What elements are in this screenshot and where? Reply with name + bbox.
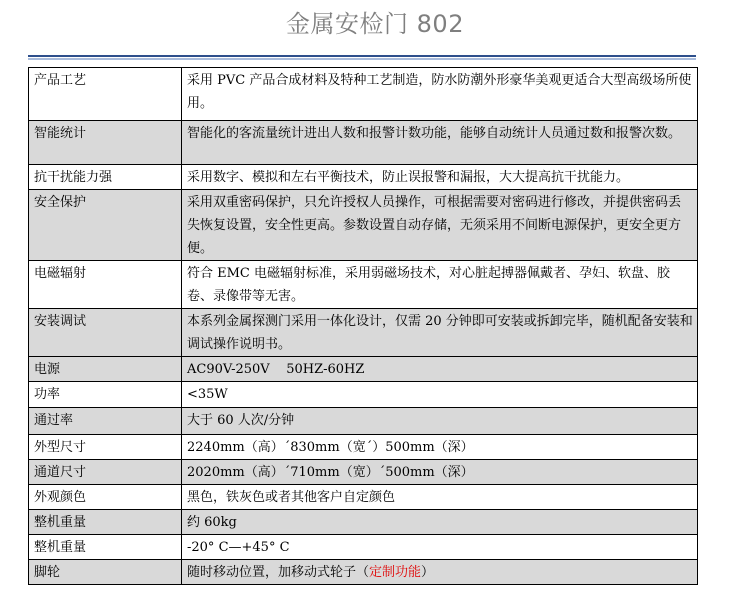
document-title: 金属安检门 802 bbox=[286, 10, 464, 38]
row-value-suffix: ） bbox=[421, 565, 435, 580]
table-row bbox=[29, 435, 698, 460]
row-value: 黑色，铁灰色或者其他客户自定颜色 bbox=[182, 485, 698, 510]
row-value: 采用双重密码保护，只允许授权人员操作，可根据需要对密码进行修改，并提供密码丢失恢复设置，安全性更高。参数设置自动存储，无须采用不间断电源保护，更安全更方便。 bbox=[182, 190, 698, 261]
row-value bbox=[182, 560, 698, 585]
row-label: 通道尺寸 bbox=[29, 460, 182, 485]
table-row bbox=[29, 510, 698, 535]
row-value: 约 60kg bbox=[182, 510, 698, 535]
table-row bbox=[29, 68, 698, 121]
row-value-text: 随时移动位置，加移动式轮子（ bbox=[187, 565, 370, 580]
row-label: 产品工艺 bbox=[29, 68, 182, 121]
table-row bbox=[29, 121, 698, 165]
table-row bbox=[29, 261, 698, 309]
row-label: 外观颜色 bbox=[29, 485, 182, 510]
spec-table bbox=[28, 67, 698, 585]
row-label: 外型尺寸 bbox=[29, 435, 182, 460]
row-label: 整机重量 bbox=[29, 535, 182, 560]
row-value: <35W bbox=[182, 382, 698, 408]
table-row bbox=[29, 485, 698, 510]
row-value: -20° C—+45° C bbox=[182, 535, 698, 560]
row-value: 采用数字、模拟和左右平衡技术，防止误报警和漏报，大大提高抗干扰能力。 bbox=[182, 165, 698, 190]
table-row bbox=[29, 535, 698, 560]
row-label: 通过率 bbox=[29, 408, 182, 435]
table-row bbox=[29, 309, 698, 357]
row-label: 安装调试 bbox=[29, 309, 182, 357]
row-value: 本系列金属探测门采用一体化设计，仅需 20 分钟即可安装或拆卸完毕，随机配备安装和调试操作说明书。 bbox=[182, 309, 698, 357]
row-label: 脚轮 bbox=[29, 560, 182, 585]
row-value: 采用 PVC 产品合成材料及特种工艺制造，防水防潮外形豪华美观更适合大型高级场所使用。 bbox=[182, 68, 698, 121]
table-row bbox=[29, 357, 698, 382]
row-label: 智能统计 bbox=[29, 121, 182, 165]
table-row bbox=[29, 190, 698, 261]
row-label: 功率 bbox=[29, 382, 182, 408]
table-row bbox=[29, 165, 698, 190]
row-value: 2020mm（高）΄710mm（宽）΄500mm（深） bbox=[182, 460, 698, 485]
row-label: 电源 bbox=[29, 357, 182, 382]
row-value: 符合 EMC 电磁辐射标准，采用弱磁场技术，对心脏起搏器佩戴者、孕妇、软盘、胶卷、录像带等无害。 bbox=[182, 261, 698, 309]
row-value: AC90V-250V 50HZ-60HZ bbox=[182, 357, 698, 382]
table-row bbox=[29, 460, 698, 485]
row-value: 2240mm（高）΄830mm（宽΄）500mm（深） bbox=[182, 435, 698, 460]
row-label: 安全保护 bbox=[29, 190, 182, 261]
row-value: 智能化的客流量统计进出人数和报警计数功能，能够自动统计人员通过数和报警次数。 bbox=[182, 121, 698, 165]
row-value: 大于 60 人次/分钟 bbox=[182, 408, 698, 435]
table-row bbox=[29, 560, 698, 585]
row-label: 整机重量 bbox=[29, 510, 182, 535]
row-label: 抗干扰能力强 bbox=[29, 165, 182, 190]
custom-feature-highlight: 定制功能 bbox=[369, 565, 422, 580]
header-rule-dark bbox=[28, 55, 696, 57]
table-row bbox=[29, 408, 698, 435]
table-row bbox=[29, 382, 698, 408]
header-rule-light bbox=[28, 58, 696, 60]
row-label: 电磁辐射 bbox=[29, 261, 182, 309]
